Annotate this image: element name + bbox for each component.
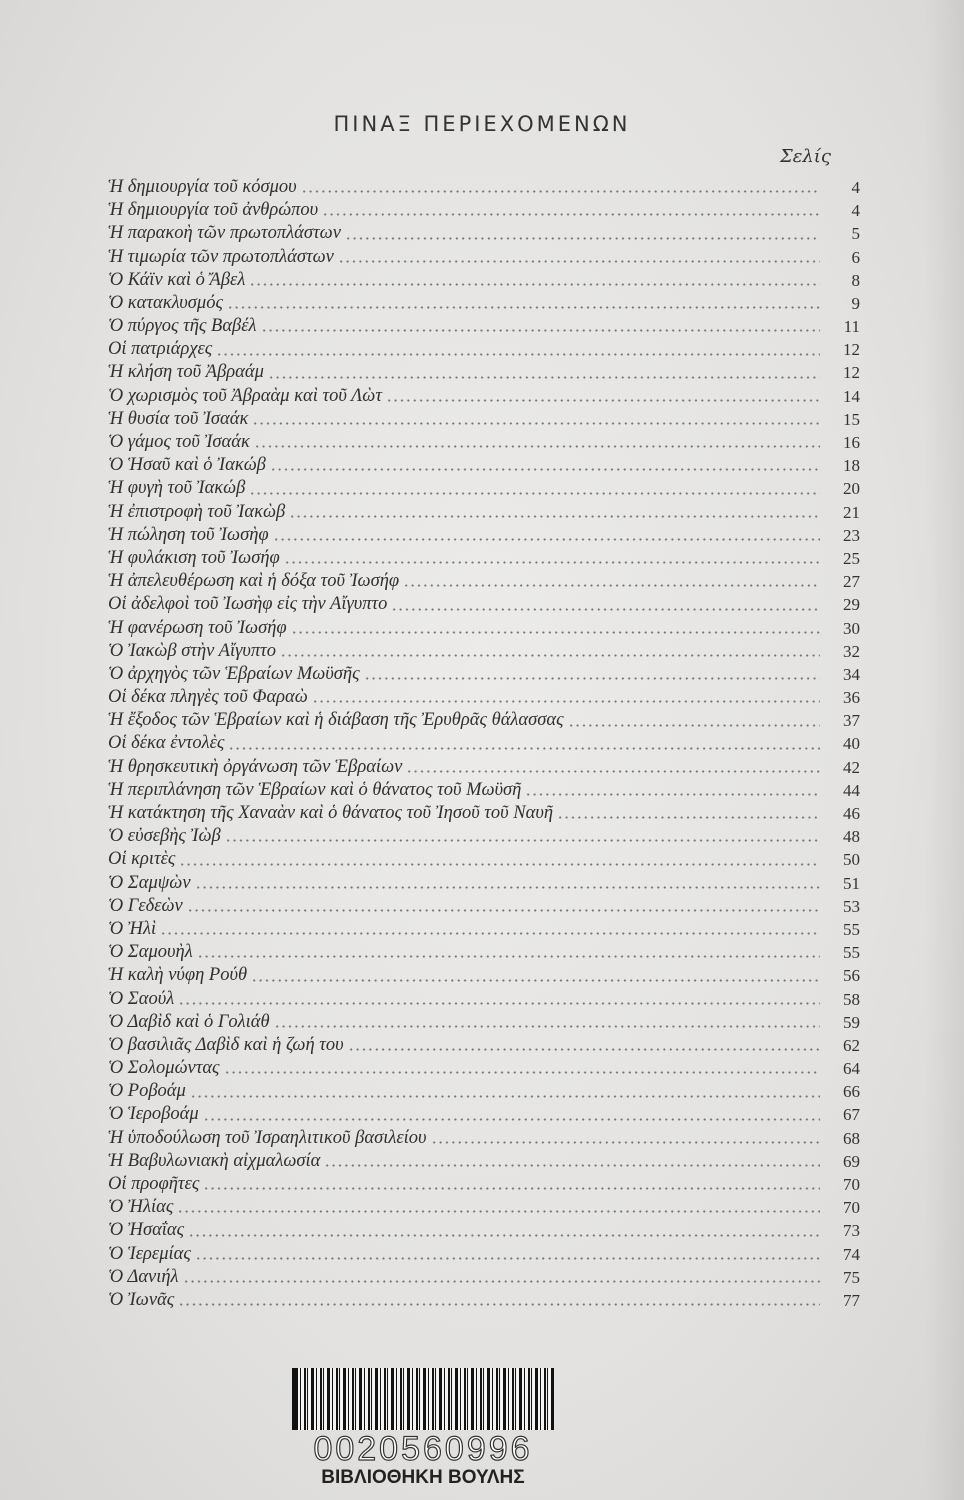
toc-entry-title: Ὁ Ἰακὼβ στὴν Αἴγυπτο	[108, 640, 277, 661]
dot-leader	[268, 376, 820, 379]
dot-leader	[338, 260, 820, 263]
toc-entry-page: 55	[843, 943, 860, 963]
toc-entry-page: 53	[843, 896, 860, 916]
toc-entry-page: 51	[843, 873, 860, 893]
toc-entry-page: 4	[851, 177, 860, 197]
toc-entry-page: 8	[851, 270, 860, 290]
toc-entry	[108, 825, 860, 848]
toc-entry-page: 74	[843, 1244, 860, 1264]
toc-entry-title: Ἡ Βαβυλωνιακὴ αἰχμαλωσία	[108, 1150, 321, 1171]
toc-entry-title: Οἱ πατριάρχες	[108, 339, 213, 360]
library-barcode-label	[292, 1368, 554, 1492]
toc-entry-page: 48	[843, 827, 860, 847]
toc-entry	[108, 756, 860, 779]
toc-entry	[108, 1243, 860, 1266]
toc-entry-title: Ἡ περιπλάνηση τῶν Ἑβραίων καὶ ὁ θάνατος τοῦ Μωϋσῆ	[108, 779, 522, 800]
toc-entry	[108, 547, 860, 570]
toc-entry-title: Ὁ βασιλιᾶς Δαβὶδ καὶ ἡ ζωή του	[108, 1034, 344, 1055]
dot-leader	[227, 306, 820, 309]
dot-leader	[203, 1118, 820, 1121]
toc-entry-title: Ἡ ἔξοδος τῶν Ἑβραίων καὶ ἡ διάβαση τῆς Ἐρυθρᾶς θάλασσας	[108, 710, 564, 731]
dot-leader	[203, 1187, 820, 1190]
toc-entry-title: Ὁ Σαμψὼν	[108, 872, 191, 893]
dot-leader	[280, 654, 820, 657]
toc-entry-page: 55	[843, 919, 860, 939]
toc-entry-page: 18	[843, 456, 860, 476]
dot-leader	[177, 1210, 820, 1213]
toc-entry-page: 70	[843, 1175, 860, 1195]
toc-entry	[108, 941, 860, 964]
dot-leader	[568, 724, 820, 727]
toc-entry-page: 68	[843, 1128, 860, 1148]
toc-entry	[108, 1011, 860, 1034]
barcode	[292, 1368, 554, 1430]
toc-entry-title: Ὁ Σολομώντας	[108, 1058, 220, 1079]
toc-entry-title: Ὁ Ἠλὶ	[108, 918, 157, 939]
dot-leader	[270, 468, 820, 471]
toc-entry	[108, 246, 860, 269]
toc-entry-title: Οἱ δέκα ἐντολὲς	[108, 733, 225, 754]
toc-entry-title: Ὁ Ἰωνᾶς	[108, 1289, 175, 1310]
toc-entry-title: Ἡ φυλάκιση τοῦ Ἰωσήφ	[108, 547, 280, 568]
dot-leader	[195, 1257, 820, 1260]
toc-entry	[108, 222, 860, 245]
toc-entry	[108, 640, 860, 663]
toc-entry-title: Οἱ ἀδελφοὶ τοῦ Ἰωσὴφ εἰς τὴν Αἴγυπτο	[108, 594, 388, 615]
dot-leader	[289, 515, 820, 518]
toc-entry-title: Ὁ Ἡσαῦ καὶ ὁ Ἰακώβ	[108, 455, 266, 476]
toc-entry-page: 69	[843, 1151, 860, 1171]
toc-entry-title: Ὁ Ἠλίας	[108, 1197, 174, 1218]
toc-entry-page: 73	[843, 1221, 860, 1241]
dot-leader	[261, 329, 820, 332]
dot-leader	[364, 677, 820, 680]
toc-entry-page: 23	[843, 525, 860, 545]
toc-entry	[108, 988, 860, 1011]
toc-entry-title: Ἡ τιμωρία τῶν πρωτοπλάστων	[108, 246, 334, 267]
toc-entry	[108, 802, 860, 825]
dot-leader	[345, 237, 820, 240]
toc-entry-page: 42	[843, 757, 860, 777]
table-of-contents	[108, 176, 860, 1312]
toc-entry-page: 64	[843, 1059, 860, 1079]
toc-entry	[108, 964, 860, 987]
toc-entry-title: Ὁ Ροβοάμ	[108, 1081, 186, 1102]
dot-leader	[322, 213, 820, 216]
toc-entry-title: Ἡ κλήση τοῦ Ἀβραάμ	[108, 362, 264, 383]
toc-entry-page: 4	[851, 201, 860, 221]
dot-leader	[254, 445, 820, 448]
toc-entry-title: Οἱ δέκα πληγὲς τοῦ Φαραὼ	[108, 687, 308, 708]
toc-entry-page: 75	[843, 1267, 860, 1287]
dot-leader	[187, 909, 820, 912]
toc-entry-page: 25	[843, 548, 860, 568]
dot-leader	[348, 1048, 820, 1051]
toc-entry	[108, 848, 860, 871]
dot-leader	[190, 1095, 820, 1098]
toc-entry-title: Ὁ Δανιήλ	[108, 1266, 179, 1287]
dot-leader	[324, 1164, 820, 1167]
toc-entry	[108, 1080, 860, 1103]
toc-entry-page: 30	[843, 618, 860, 638]
toc-entry-title: Ὁ Κάϊν καὶ ὁ Ἄβελ	[108, 269, 246, 290]
toc-entry-title: Ὁ Σαμουὴλ	[108, 942, 193, 963]
toc-entry-page: 20	[843, 479, 860, 499]
toc-entry-title: Ὁ εὐσεβὴς Ἰὼβ	[108, 826, 221, 847]
dot-leader	[225, 839, 820, 842]
page-column-label: Σελίς	[780, 146, 831, 167]
toc-entry	[108, 1104, 860, 1127]
dot-leader	[178, 1303, 820, 1306]
toc-entry-page: 11	[843, 317, 860, 337]
dot-leader	[291, 631, 820, 634]
dot-leader	[403, 584, 820, 587]
toc-entry-page: 14	[843, 386, 860, 406]
toc-entry	[108, 292, 860, 315]
dot-leader	[391, 608, 820, 611]
toc-entry	[108, 918, 860, 941]
toc-entry-page: 32	[843, 641, 860, 661]
dot-leader	[224, 1071, 820, 1074]
toc-entry-title: Οἱ προφῆτες	[108, 1174, 200, 1195]
dot-leader	[525, 793, 820, 796]
dot-leader	[251, 979, 820, 982]
toc-entry	[108, 408, 860, 431]
toc-entry	[108, 524, 860, 547]
toc-entry-title: Ἡ καλὴ νύφη Ρούθ	[108, 965, 248, 986]
dot-leader	[160, 932, 820, 935]
toc-entry-page: 44	[843, 780, 860, 800]
toc-entry	[108, 617, 860, 640]
toc-entry-page: 5	[851, 224, 860, 244]
toc-entry	[108, 1266, 860, 1289]
toc-entry-title: Ὁ Σαούλ	[108, 988, 175, 1009]
toc-entry-page: 21	[843, 502, 860, 522]
toc-entry-page: 6	[851, 247, 860, 267]
toc-entry-title: Ἡ θυσία τοῦ Ἰσαάκ	[108, 408, 249, 429]
dot-leader	[301, 190, 820, 193]
toc-entry	[108, 709, 860, 732]
toc-entry	[108, 269, 860, 292]
dot-leader	[284, 561, 820, 564]
toc-entry-page: 34	[843, 664, 860, 684]
toc-entry	[108, 1219, 860, 1242]
toc-entry-page: 36	[843, 688, 860, 708]
toc-entry-title: Ὁ κατακλυσμός	[108, 292, 223, 313]
dot-leader	[197, 955, 820, 958]
dot-leader	[312, 700, 820, 703]
toc-entry-title: Ἡ πώληση τοῦ Ἰωσὴφ	[108, 524, 269, 545]
toc-entry-title: Ἡ ἐπιστροφὴ τοῦ Ἰακὼβ	[108, 501, 286, 522]
page-edge-shadow	[924, 0, 964, 1500]
dot-leader	[406, 770, 820, 773]
toc-entry-page: 15	[843, 409, 860, 429]
toc-entry-title: Ὁ χωρισμὸς τοῦ Ἀβραὰμ καὶ τοῦ Λὼτ	[108, 385, 382, 406]
dot-leader	[273, 538, 820, 541]
toc-entry	[108, 1196, 860, 1219]
toc-entry	[108, 176, 860, 199]
toc-entry	[108, 872, 860, 895]
toc-entry	[108, 570, 860, 593]
toc-entry-page: 66	[843, 1082, 860, 1102]
page-title: ΠΙΝΑΞ ΠΕΡΙΕΧΟΜΕΝΩΝ	[333, 112, 631, 136]
toc-entry-page: 16	[843, 433, 860, 453]
toc-entry-page: 12	[843, 340, 860, 360]
dot-leader	[386, 399, 820, 402]
toc-entry-page: 12	[843, 363, 860, 383]
toc-entry-title: Ἡ ἀπελευθέρωση καὶ ἡ δόξα τοῦ Ἰωσήφ	[108, 571, 400, 592]
toc-entry	[108, 501, 860, 524]
toc-entry-page: 50	[843, 850, 860, 870]
toc-entry-title: Οἱ κριτὲς	[108, 849, 176, 870]
toc-entry	[108, 663, 860, 686]
toc-entry-title: Ἡ φυγὴ τοῦ Ἰακώβ	[108, 478, 246, 499]
toc-entry-page: 70	[843, 1198, 860, 1218]
toc-entry	[108, 431, 860, 454]
dot-leader	[178, 1002, 820, 1005]
toc-entry-title: Ὁ Δαβὶδ καὶ ὁ Γολιάθ	[108, 1011, 270, 1032]
toc-entry-title: Ὁ ἀρχηγὸς τῶν Ἑβραίων Μωϋσῆς	[108, 663, 360, 684]
toc-entry-title: Ἡ φανέρωση τοῦ Ἰωσήφ	[108, 617, 287, 638]
dot-leader	[431, 1141, 820, 1144]
toc-entry-page: 59	[843, 1012, 860, 1032]
toc-entry-page: 27	[843, 572, 860, 592]
dot-leader	[183, 1280, 820, 1283]
toc-entry-page: 77	[843, 1290, 860, 1310]
toc-entry-page: 37	[843, 711, 860, 731]
dot-leader	[249, 283, 820, 286]
toc-entry	[108, 362, 860, 385]
dot-leader	[179, 863, 820, 866]
toc-entry-page: 46	[843, 804, 860, 824]
toc-entry-title: Ἡ παρακοὴ τῶν πρωτοπλάστων	[108, 223, 341, 244]
toc-entry-title: Ὁ γάμος τοῦ Ἰσαάκ	[108, 432, 250, 453]
toc-entry	[108, 779, 860, 802]
toc-entry	[108, 1057, 860, 1080]
toc-entry	[108, 385, 860, 408]
toc-entry	[108, 593, 860, 616]
dot-leader	[274, 1025, 820, 1028]
toc-entry-page: 56	[843, 966, 860, 986]
library-name: ΒΙΒΛΙΟΘΗΚΗ ΒΟΥΛΗΣ	[321, 1467, 525, 1488]
toc-entry-page: 40	[843, 734, 860, 754]
toc-entry	[108, 895, 860, 918]
toc-entry-title: Ἡ κατάκτηση τῆς Χαναὰν καὶ ὁ θάνατος τοῦ Ἰησοῦ τοῦ Ναυῆ	[108, 803, 554, 824]
dot-leader	[195, 886, 820, 889]
toc-entry	[108, 1150, 860, 1173]
toc-entry-page: 58	[843, 989, 860, 1009]
toc-entry-page: 67	[843, 1105, 860, 1125]
toc-entry-title: Ἡ δημιουργία τοῦ ἀνθρώπου	[108, 200, 319, 221]
toc-entry-title: Ἡ ὑποδούλωση τοῦ Ἰσραηλιτικοῦ βασιλείου	[108, 1127, 427, 1148]
toc-entry	[108, 454, 860, 477]
barcode-number: 0020560996	[313, 1430, 533, 1468]
toc-entry-title: Ὁ Ἱερεμίας	[108, 1243, 191, 1264]
toc-entry	[108, 1289, 860, 1312]
toc-entry	[108, 1034, 860, 1057]
dot-leader	[249, 492, 820, 495]
dot-leader	[228, 747, 820, 750]
toc-entry	[108, 315, 860, 338]
toc-entry	[108, 686, 860, 709]
toc-entry	[108, 733, 860, 756]
toc-entry-page: 9	[851, 293, 860, 313]
toc-entry-title: Ἡ θρησκευτικὴ ὀργάνωση τῶν Ἑβραίων	[108, 756, 403, 777]
dot-leader	[216, 353, 820, 356]
toc-entry-title: Ὁ Γεδεὼν	[108, 895, 183, 916]
dot-leader	[188, 1234, 820, 1237]
toc-entry	[108, 1173, 860, 1196]
toc-entry	[108, 199, 860, 222]
toc-entry-title: Ὁ πύργος τῆς Βαβέλ	[108, 316, 257, 337]
toc-entry	[108, 1127, 860, 1150]
toc-entry-page: 62	[843, 1035, 860, 1055]
toc-entry	[108, 338, 860, 361]
dot-leader	[557, 816, 820, 819]
dot-leader	[252, 422, 820, 425]
toc-entry-title: Ἡ δημιουργία τοῦ κόσμου	[108, 176, 297, 197]
toc-entry-title: Ὁ Ἠσαΐας	[108, 1220, 185, 1241]
toc-entry-title: Ὁ Ἱεροβοάμ	[108, 1104, 199, 1125]
toc-entry	[108, 477, 860, 500]
toc-entry-page: 29	[843, 595, 860, 615]
